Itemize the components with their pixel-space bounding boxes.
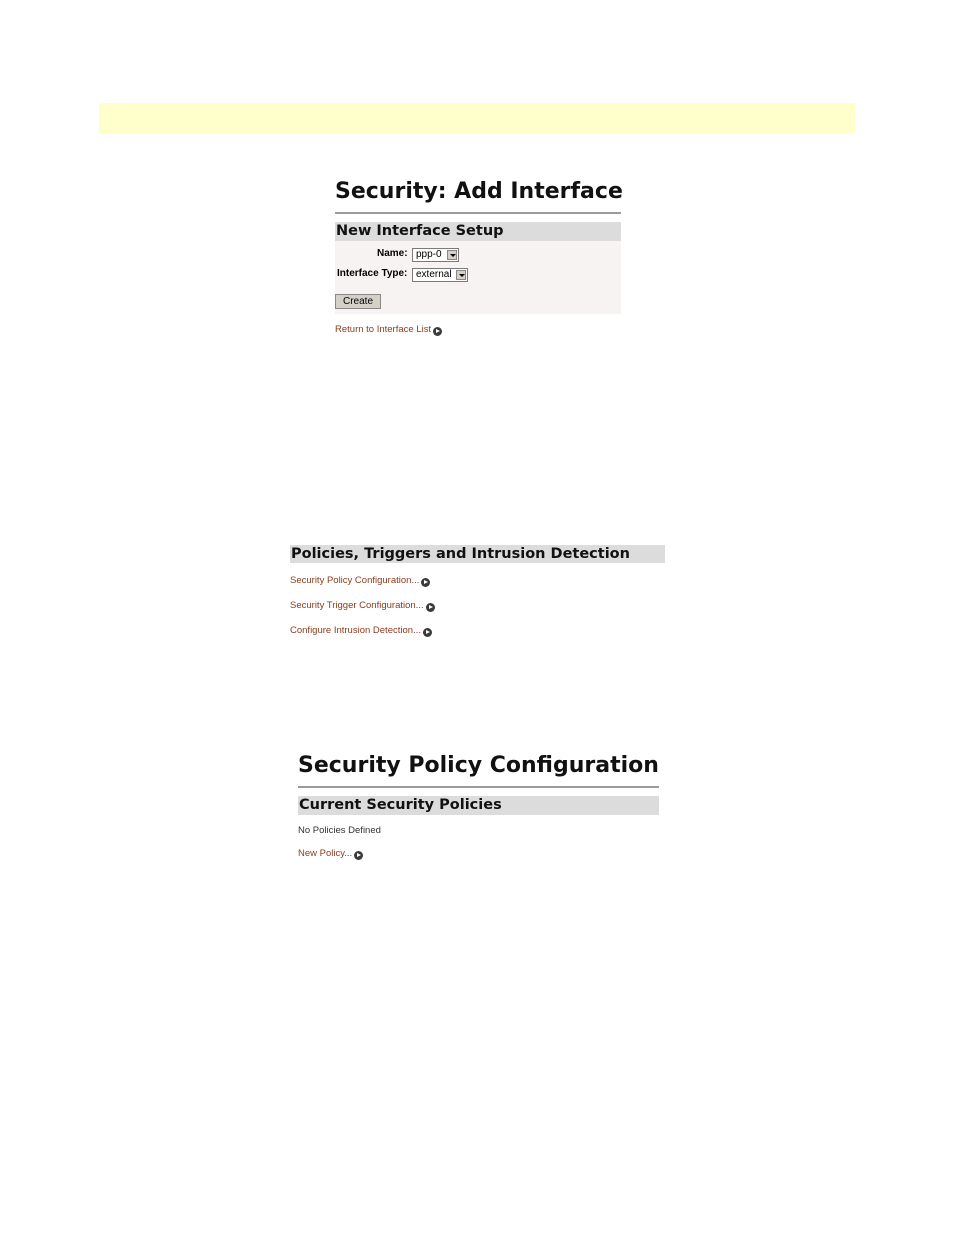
arrow-right-circle-icon[interactable] <box>426 603 435 612</box>
arrow-right-circle-icon[interactable] <box>433 327 442 336</box>
security-policy-panel <box>298 750 659 859</box>
arrow-right-circle-icon[interactable] <box>423 628 432 637</box>
name-label: Name: <box>377 248 408 259</box>
no-policies-text: No Policies Defined <box>298 825 381 836</box>
security-trigger-configuration-link[interactable] <box>290 600 435 612</box>
link-text[interactable]: Security Policy Configuration... <box>290 575 420 586</box>
return-to-interface-list-link[interactable] <box>335 324 442 336</box>
section-header: New Interface Setup <box>335 222 621 241</box>
security-policy-configuration-link[interactable] <box>290 575 430 587</box>
name-select-value: ppp-0 <box>416 249 442 260</box>
arrow-right-circle-icon[interactable] <box>354 851 363 860</box>
name-select[interactable] <box>412 248 459 262</box>
link-text[interactable]: Configure Intrusion Detection... <box>290 625 421 636</box>
section-header: Policies, Triggers and Intrusion Detection <box>290 545 665 563</box>
title-divider <box>298 786 659 788</box>
section-header: Current Security Policies <box>298 796 659 815</box>
chevron-down-icon[interactable] <box>447 250 457 260</box>
policies-panel <box>290 545 665 636</box>
add-interface-panel <box>335 176 623 335</box>
interface-type-label: Interface Type: <box>337 268 408 279</box>
title-divider <box>335 212 621 214</box>
link-text[interactable]: Security Trigger Configuration... <box>290 600 424 611</box>
arrow-right-circle-icon[interactable] <box>421 578 430 587</box>
header-banner <box>99 103 855 134</box>
interface-type-select[interactable] <box>412 268 468 282</box>
interface-type-value: external <box>416 269 452 280</box>
page-title: Security Policy Configuration <box>298 753 659 778</box>
configure-intrusion-detection-link[interactable] <box>290 625 432 637</box>
return-link-text[interactable]: Return to Interface List <box>335 324 432 335</box>
link-text[interactable]: New Policy... <box>298 848 353 859</box>
new-policy-link[interactable] <box>298 848 363 860</box>
page-title: Security: Add Interface <box>335 179 623 204</box>
create-button[interactable]: Create <box>335 294 381 309</box>
new-interface-section <box>335 222 621 314</box>
chevron-down-icon[interactable] <box>456 270 466 280</box>
